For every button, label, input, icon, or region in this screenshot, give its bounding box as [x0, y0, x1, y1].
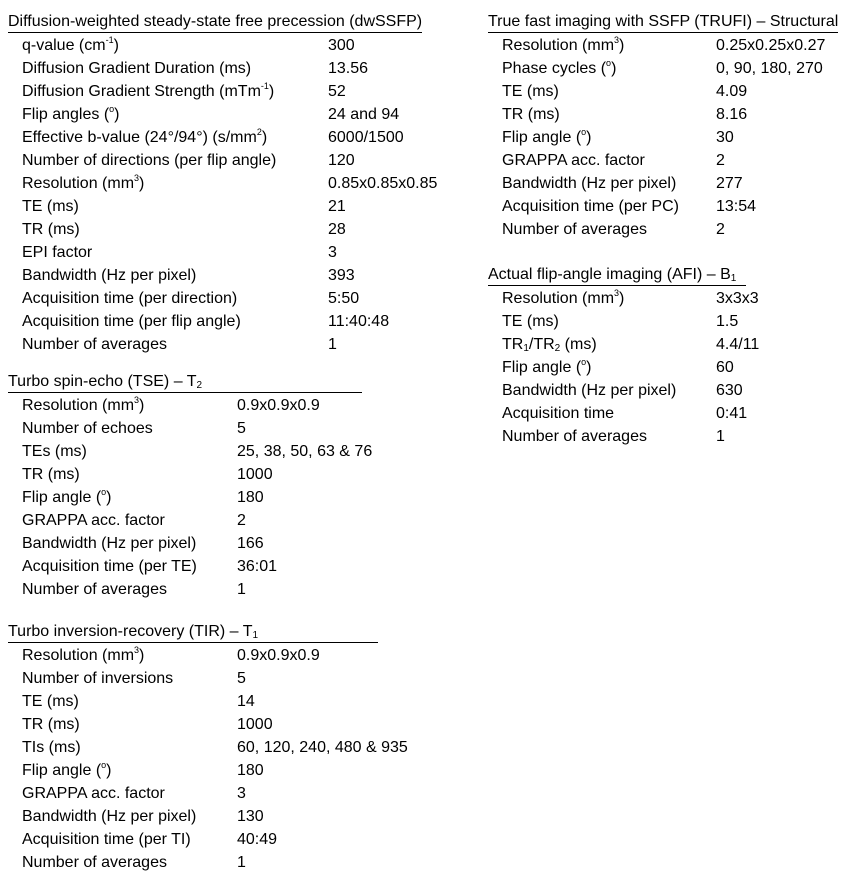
table-row: TEs (ms) 25, 38, 50, 63 & 76	[22, 443, 373, 460]
table-row: Resolution $(mm^3)$ 0.25x0.25x0.27	[502, 35, 826, 54]
dwssfp-table	[8, 34, 458, 356]
table-row: TE (ms) 1.5	[502, 313, 739, 330]
table-row: Bandwidth (Hz per pixel) 166	[22, 535, 264, 552]
table-row: TE (ms) 21	[22, 198, 346, 215]
table-row: GRAPPA acc. factor 2	[502, 152, 725, 169]
trufi-section	[488, 12, 858, 241]
table-row: Acquisition time (per TI) 40:49	[22, 831, 278, 848]
table-row: Flip angles ($^o$) 24 and 94	[22, 104, 400, 123]
table-row: Resolution $(mm^3)$ 0.85x0.85x0.85	[22, 173, 438, 192]
table-row: Effective b-value (24°/94°) $(s/mm^2)$ 6000/1500	[22, 127, 404, 146]
table-row: Flip angle ($^o$) 60	[502, 357, 734, 376]
table-row: Bandwidth (Hz per pixel) 277	[502, 175, 743, 192]
table-row: Resolution $(mm^3)$ 0.9x0.9x0.9	[22, 645, 320, 664]
table-row: q-value $(cm^{-1})$ 300	[22, 35, 355, 54]
afi-heading: Actual flip-angle imaging $(AFI) - B_1$	[488, 265, 746, 286]
table-row: TIs (ms) 60, 120, 240, 480 & 935	[22, 739, 408, 756]
table-row: $TR_1/TR_2$ (ms) 4.4/11	[502, 336, 760, 354]
table-row: Bandwidth (Hz per pixel) 130	[22, 808, 264, 825]
tir-heading: Turbo inversion-recovery $(TIR) - T_1$	[8, 622, 378, 643]
table-row: Number of averages 1	[22, 854, 246, 871]
table-row: TE (ms) 4.09	[502, 83, 748, 100]
table-row: Acquisition time 0:41	[502, 405, 748, 422]
table-row: Diffusion Gradient Strength (mTm$^{-1}$) 52	[22, 81, 346, 100]
table-row: Number of averages 1	[22, 336, 337, 353]
tir-section	[8, 622, 448, 874]
table-row: Number of averages 2	[502, 221, 725, 238]
table-row: Bandwidth (Hz per pixel) 630	[502, 382, 743, 399]
table-row: TR (ms) 1000	[22, 716, 273, 733]
tse-heading: Turbo spin-echo $(TSE) - T_2$	[8, 372, 362, 393]
trufi-table	[488, 34, 858, 241]
table-row: TR (ms) 1000	[22, 466, 273, 483]
table-row: Number of directions (per flip angle) 120	[22, 152, 355, 169]
tse-table	[8, 394, 428, 601]
table-row: Acquisition time (per flip angle) 11:40:48	[22, 313, 390, 330]
table-row: Flip angle ($^o$) 180	[22, 760, 264, 779]
table-row: Phase cycles ($^o$) 0, 90, 180, 270	[502, 58, 823, 77]
table-row: Acquisition time (per TE) 36:01	[22, 558, 278, 575]
table-row: TR (ms) 28	[22, 221, 346, 238]
table-row: Bandwidth (Hz per pixel) 393	[22, 267, 355, 284]
table-row: Number of averages 1	[22, 581, 246, 598]
afi-table	[488, 287, 858, 448]
table-row: Number of averages 1	[502, 428, 725, 445]
table-row: Flip angle ($^o$) 30	[502, 127, 734, 146]
table-row: GRAPPA acc. factor 3	[22, 785, 246, 802]
table-row: Number of inversions 5	[22, 670, 246, 687]
table-row: TR (ms) 8.16	[502, 106, 748, 123]
table-row: EPI factor 3	[22, 244, 337, 261]
trufi-heading: True fast imaging with SSFP (TRUFI) – Structural	[488, 12, 838, 33]
dwssfp-heading: Diffusion-weighted steady-state free precession (dwSSFP)	[8, 12, 422, 33]
tse-section	[8, 372, 428, 601]
table-row: TE (ms) 14	[22, 693, 255, 710]
table-row: Diffusion Gradient Duration (ms) 13.56	[22, 60, 369, 77]
table-row: GRAPPA acc. factor 2	[22, 512, 246, 529]
table-row: Flip angle ($^o$) 180	[22, 487, 264, 506]
table-row: Acquisition time (per PC) 13:54	[502, 198, 757, 215]
table-row: Acquisition time (per direction) 5:50	[22, 290, 360, 307]
table-row: Number of echoes 5	[22, 420, 246, 437]
tir-table	[8, 644, 448, 874]
afi-section	[488, 265, 858, 448]
dwssfp-section	[8, 12, 458, 356]
table-row: Resolution $(mm^3)$ 0.9x0.9x0.9	[22, 395, 320, 414]
table-row: Resolution $(mm^3)$ 3x3x3	[502, 288, 759, 307]
